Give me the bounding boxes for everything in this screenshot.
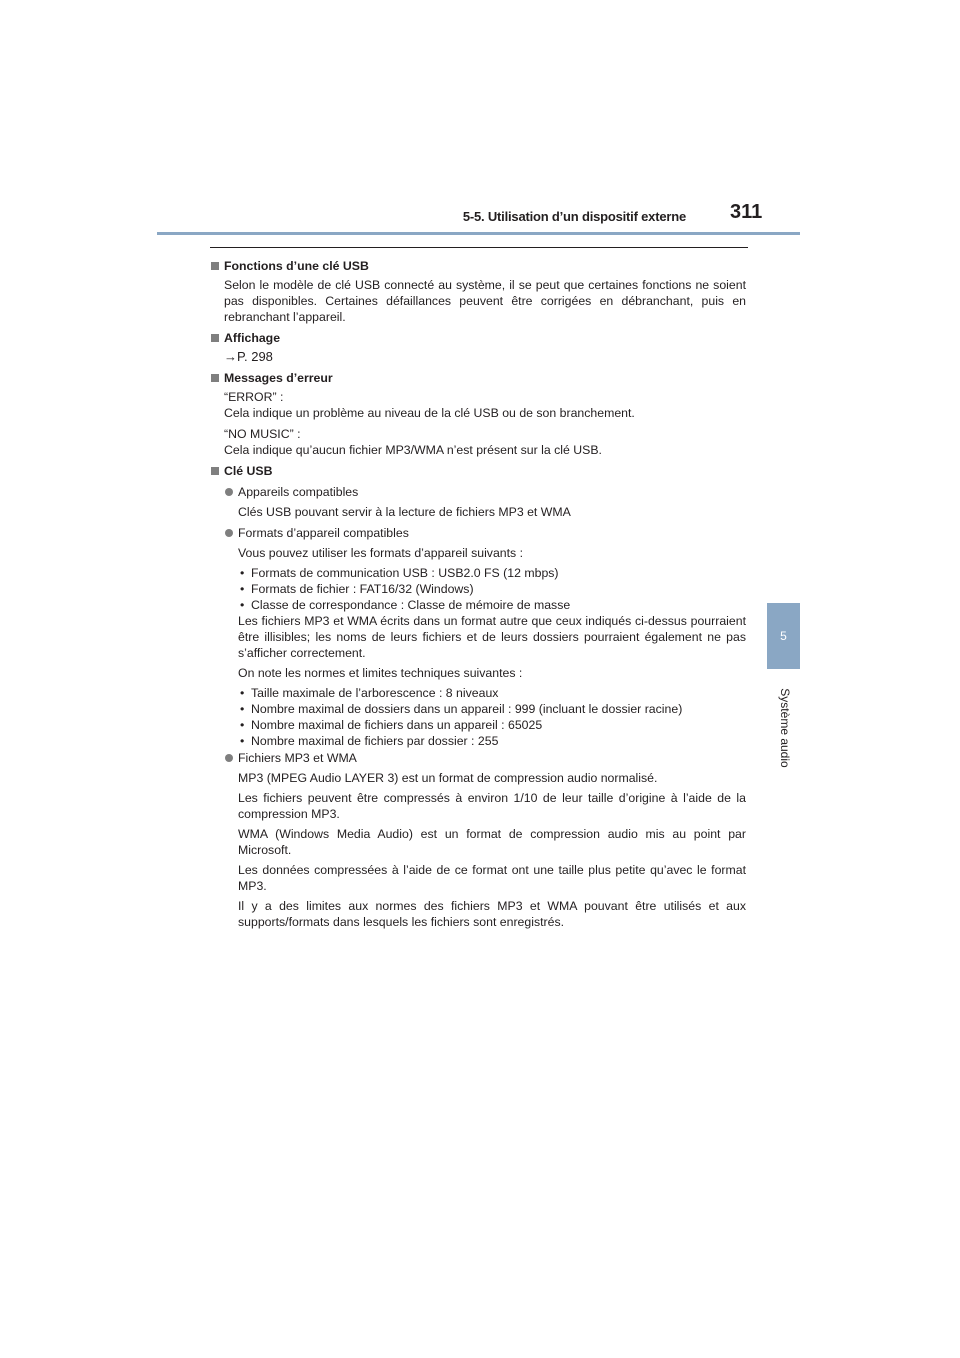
list-item: • Nombre maximal de dossiers dans un appareil : 999 (incluant le dossier racine): [240, 702, 683, 716]
section-title: 5-5. Utilisation d’un dispositif externe: [462, 209, 686, 224]
compatible-devices-text: Clés USB pouvant servir à la lecture de fichiers MP3 et WMA: [238, 505, 571, 519]
round-bullet-icon: [225, 529, 233, 537]
heading-errors: Messages d’erreur: [210, 370, 746, 386]
square-bullet-icon: [211, 467, 219, 475]
formats-intro: Vous pouvez utiliser les formats d’appareil suivants :: [238, 546, 524, 560]
subheading-formats: Formats d’appareil compatibles: [210, 525, 746, 541]
top-rule: [210, 247, 748, 248]
list-item: • Formats de fichier : FAT16/32 (Windows): [240, 582, 474, 596]
heading-display: Affichage: [210, 330, 746, 346]
formats-note: Les fichiers MP3 et WMA écrits dans un format autre que ceux indiqués ci-dessus pourraient être illisibles; les noms de leurs fichiers et de leurs dossiers pourraient également ne pas s’afficher correctement.: [238, 614, 746, 660]
list-item: • Formats de communication USB : USB2.0 FS (12 mbps): [240, 566, 559, 580]
mp3-paragraph: Les fichiers peuvent être compressés à environ 1/10 de leur taille d’origine à l’aide de la compression MP3.: [238, 791, 746, 821]
round-bullet-icon: [225, 488, 233, 496]
list-item: • Nombre maximal de fichiers dans un appareil : 65025: [240, 718, 543, 732]
round-bullet-icon: [225, 754, 233, 762]
mp3-paragraph: Il y a des limites aux normes des fichiers MP3 et WMA pouvant être utilisés et aux supports/formats dans lesquels les fichiers sont enregistrés.: [238, 899, 746, 929]
error-2: “NO MUSIC” : Cela indique qu’aucun fichier MP3/WMA n’est présent sur la clé USB.: [224, 427, 602, 457]
list-item: • Nombre maximal de fichiers par dossier : 255: [240, 734, 499, 748]
chapter-tab: [767, 603, 800, 669]
heading-usb-functions: Fonctions d’une clé USB: [210, 258, 746, 274]
limits-intro: On note les normes et limites techniques suivantes :: [238, 666, 523, 680]
square-bullet-icon: [211, 374, 219, 382]
error-1: “ERROR” : Cela indique un problème au niveau de la clé USB ou de son branchement.: [224, 390, 635, 420]
usb-functions-text: Selon le modèle de clé USB connecté au système, il se peut que certaines fonctions ne soient pas disponibles. Certaines défaillances peuvent être corrigées en débranchant, puis en rebranchant l’appareil.: [224, 278, 746, 324]
mp3-paragraph: Les données compressées à l’aide de ce format ont une taille plus petite qu’avec le format MP3.: [238, 863, 746, 893]
square-bullet-icon: [211, 262, 219, 270]
display-page-ref[interactable]: →P. 298: [224, 349, 273, 364]
list-item: • Classe de correspondance : Classe de mémoire de masse: [240, 598, 571, 612]
page-number: 311: [730, 201, 763, 223]
subheading-compatible-devices: Appareils compatibles: [210, 484, 746, 500]
square-bullet-icon: [211, 334, 219, 342]
chapter-number: 5: [780, 629, 787, 643]
list-item: • Taille maximale de l’arborescence : 8 niveaux: [240, 686, 499, 700]
page-content: [210, 258, 746, 930]
mp3-paragraph: MP3 (MPEG Audio LAYER 3) est un format de compression audio normalisé.: [238, 771, 658, 785]
header-bar: [157, 232, 800, 235]
mp3-paragraph: WMA (Windows Media Audio) est un format de compression audio mis au point par Microsoft.: [238, 827, 746, 857]
heading-usb-key: Clé USB: [210, 463, 746, 479]
subheading-mp3-wma: Fichiers MP3 et WMA: [210, 750, 746, 766]
chapter-label: Système audio: [778, 688, 792, 768]
